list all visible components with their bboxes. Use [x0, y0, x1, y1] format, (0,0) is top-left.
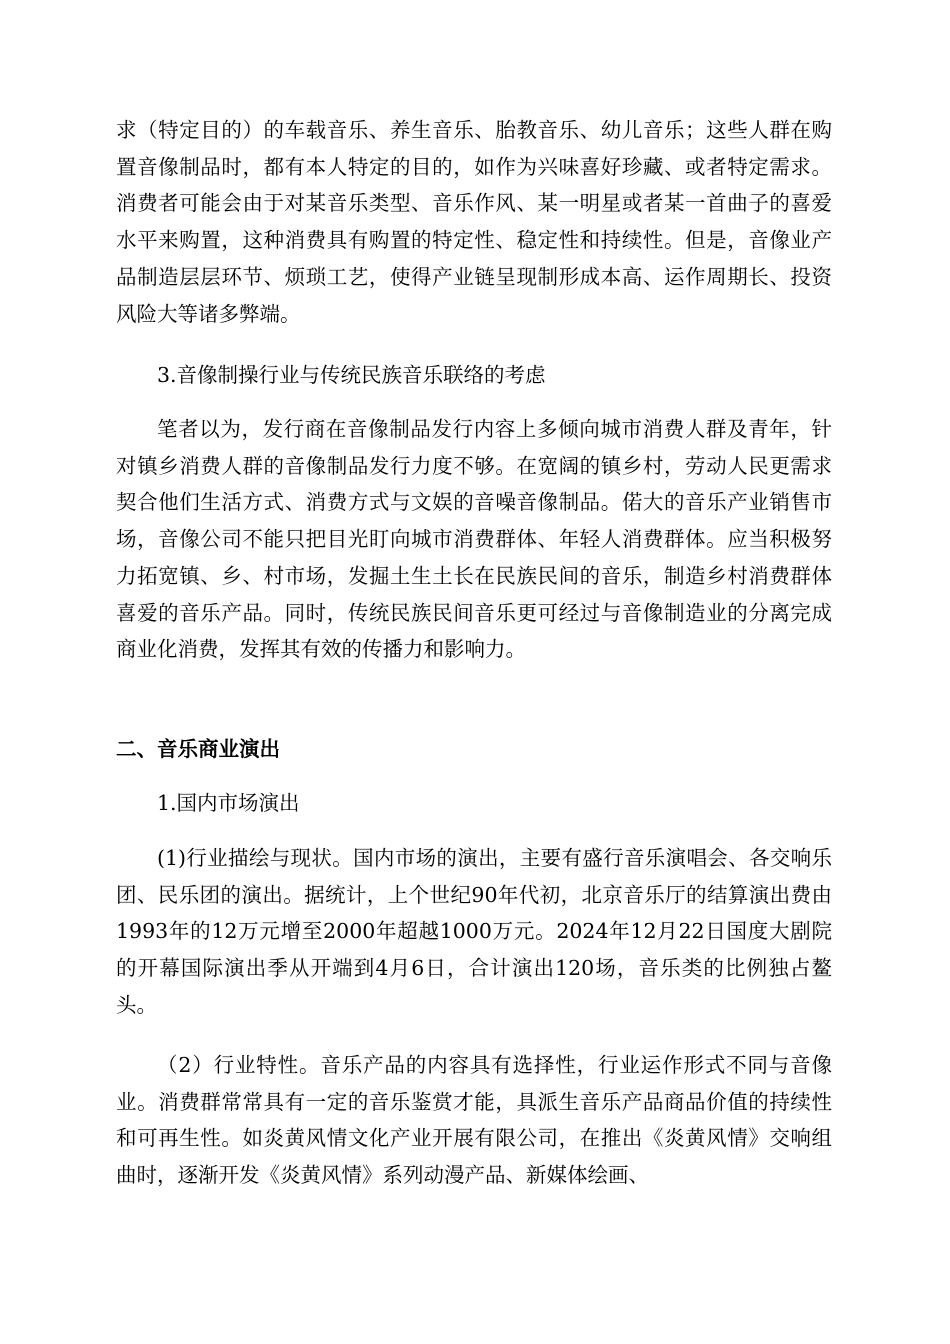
paragraph-author-view: 笔者以为，发行商在音像制品发行内容上多倾向城市消费人群及青年，针对镇乡消费人群的音像制品发行力度不够。在宽阔的镇乡村，劳动人民更需求契合他们生活方式、消费方式与文娱的音噪音像制品。偌大的音乐产业销售市场，音像公司不能只把目光盯向城市消费群体、年轻人消费群体。应当积极努力拓宽镇、乡、村市场，发掘土生土长在民族民间的音乐，制造乡村消费群体喜爱的音乐产品。同时，传统民族民间音乐更可经过与音像制造业的分离完成商业化消费，发挥其有效的传播力和影响力。 [116, 417, 832, 662]
paragraph-industry-status: (1)行业描绘与现状。国内市场的演出，主要有盛行音乐演唱会、各交响乐团、民乐团的演出。据统计，上个世纪90年代初，北京音乐厅的结算演出费由1993年的12万元增至2000年超越1000万元。2024年12月22日国度大剧院的开幕国际演出季从开端到4月6日，合计演出120场，音乐类的比例独占鳌头。 [116, 846, 832, 1017]
paragraph-industry-features: （2）行业特性。音乐产品的内容具有选择性，行业运作形式不同与音像业。消费群常常具有一定的音乐鉴赏才能，具派生音乐产品商品价值的持续性和可再生性。如炎黄风情文化产业开展有限公司，在推出《炎黄风情》交响组曲时，逐渐开发《炎黄风情》系列动漫产品、新媒体绘画、 [116, 1053, 832, 1188]
section-heading-commercial-performance: 二、音乐商业演出 [116, 737, 280, 761]
subsection-heading-3: 3.音像制操行业与传统民族音乐联络的考虑 [157, 363, 546, 387]
paragraph-music-consumption: 求（特定目的）的车载音乐、养生音乐、胎教音乐、幼儿音乐；这些人群在购置音像制品时，都有本人特定的目的，如作为兴味喜好珍藏、或者特定需求。消费者可能会由于对某音乐类型、音乐作风、某一明星或者某一首曲子的喜爱水平来购置，这种消费具有购置的特定性、稳定性和持续性。但是，音像业产品制造层层环节、烦琐工艺，使得产业链呈现制形成本高、运作周期长、投资风险大等诸多弊端。 [116, 118, 832, 326]
subsection-heading-1: 1.国内市场演出 [157, 791, 300, 815]
